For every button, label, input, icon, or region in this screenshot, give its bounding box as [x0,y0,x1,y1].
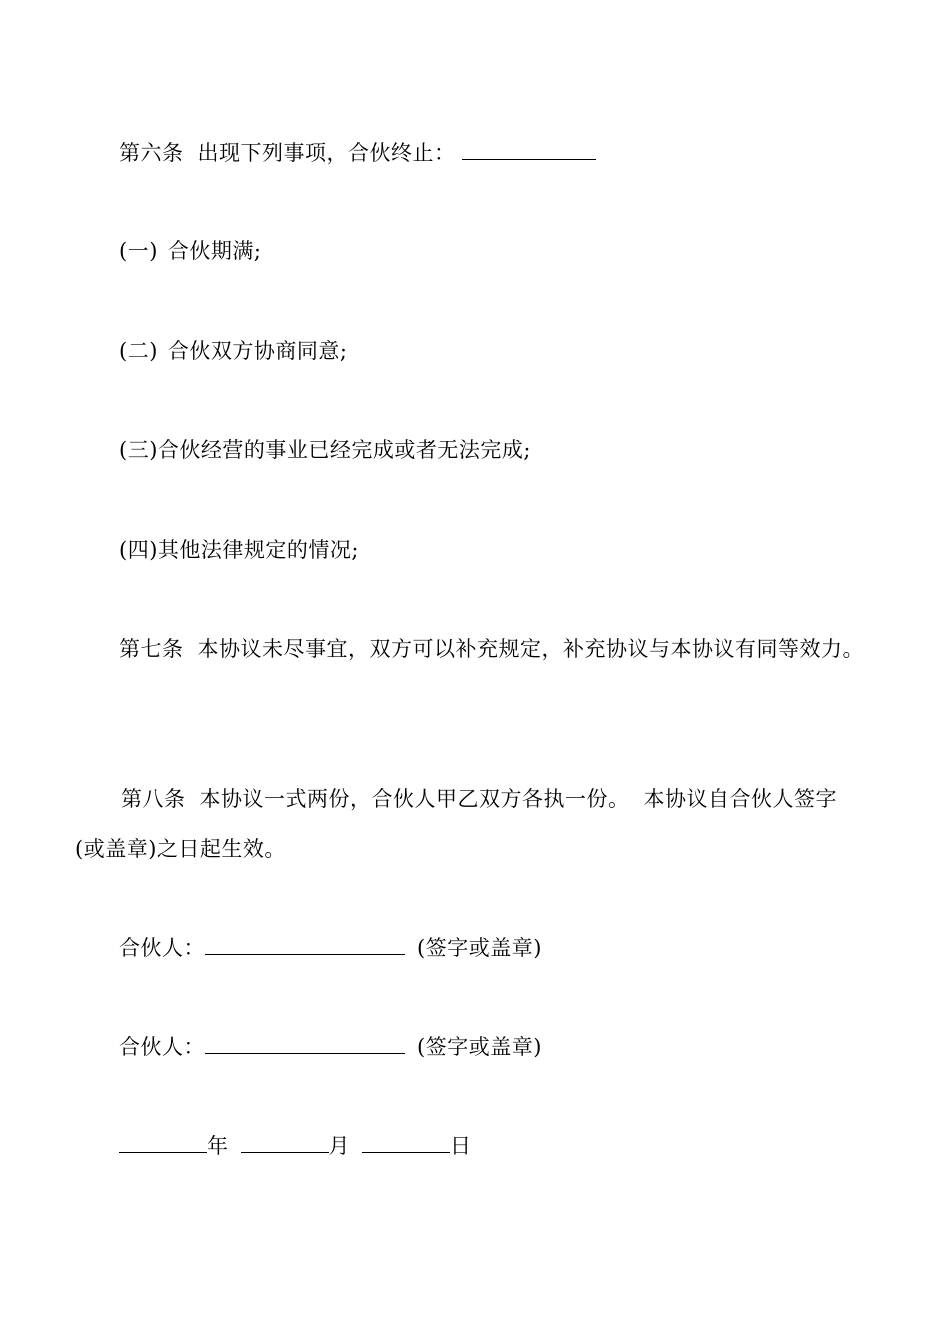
article-8-line-2 [75,835,286,863]
article-8-line-1 [121,785,837,813]
article-7 [119,635,864,663]
item-1-marker: (一) [119,239,158,263]
article-7-text: 本协议未尽事宜，双方可以补充规定，补充协议与本协议有同等效力。 [197,637,864,661]
signature-2-field[interactable] [205,1033,405,1054]
article-8-text-part-3: (或盖章)之日起生效。 [75,837,286,861]
signature-1-field[interactable] [205,934,405,955]
article-6-blank-field[interactable] [462,139,596,160]
signature-2-label: 合伙人： [119,1035,205,1059]
item-4-text: 其他法律规定的情况; [157,538,359,562]
article-6 [119,139,596,167]
item-1-text: 合伙期满; [167,239,262,263]
signature-2-suffix: (签字或盖章) [417,1035,542,1059]
item-3-marker: (三) [119,438,158,462]
signature-1-label: 合伙人： [119,936,205,960]
month-field[interactable] [241,1132,329,1153]
item-4-marker: (四) [119,538,158,562]
signature-1-suffix: (签字或盖章) [417,936,542,960]
date-line [119,1132,472,1160]
item-3-text: 合伙经营的事业已经完成或者无法完成; [157,438,531,462]
year-field[interactable] [119,1132,207,1153]
signature-line-2 [119,1033,542,1061]
article-7-heading: 第七条 [119,637,184,661]
article-8-text-part-2: 本协议自合伙人签字 [643,787,837,811]
item-4 [119,536,359,564]
month-label: 月 [328,1134,350,1158]
article-8-heading: 第八条 [121,787,186,811]
item-2 [119,337,347,365]
article-8-text-part-1: 本协议一式两份，合伙人甲乙双方各执一份。 [199,787,630,811]
article-6-text: 出现下列事项，合伙终止： [197,141,456,165]
signature-line-1 [119,934,542,962]
article-6-heading: 第六条 [119,141,184,165]
item-1 [119,237,261,265]
item-2-text: 合伙双方协商同意; [167,339,348,363]
day-field[interactable] [362,1132,450,1153]
item-3 [119,436,531,464]
year-label: 年 [207,1134,229,1158]
item-2-marker: (二) [119,339,158,363]
day-label: 日 [450,1134,472,1158]
